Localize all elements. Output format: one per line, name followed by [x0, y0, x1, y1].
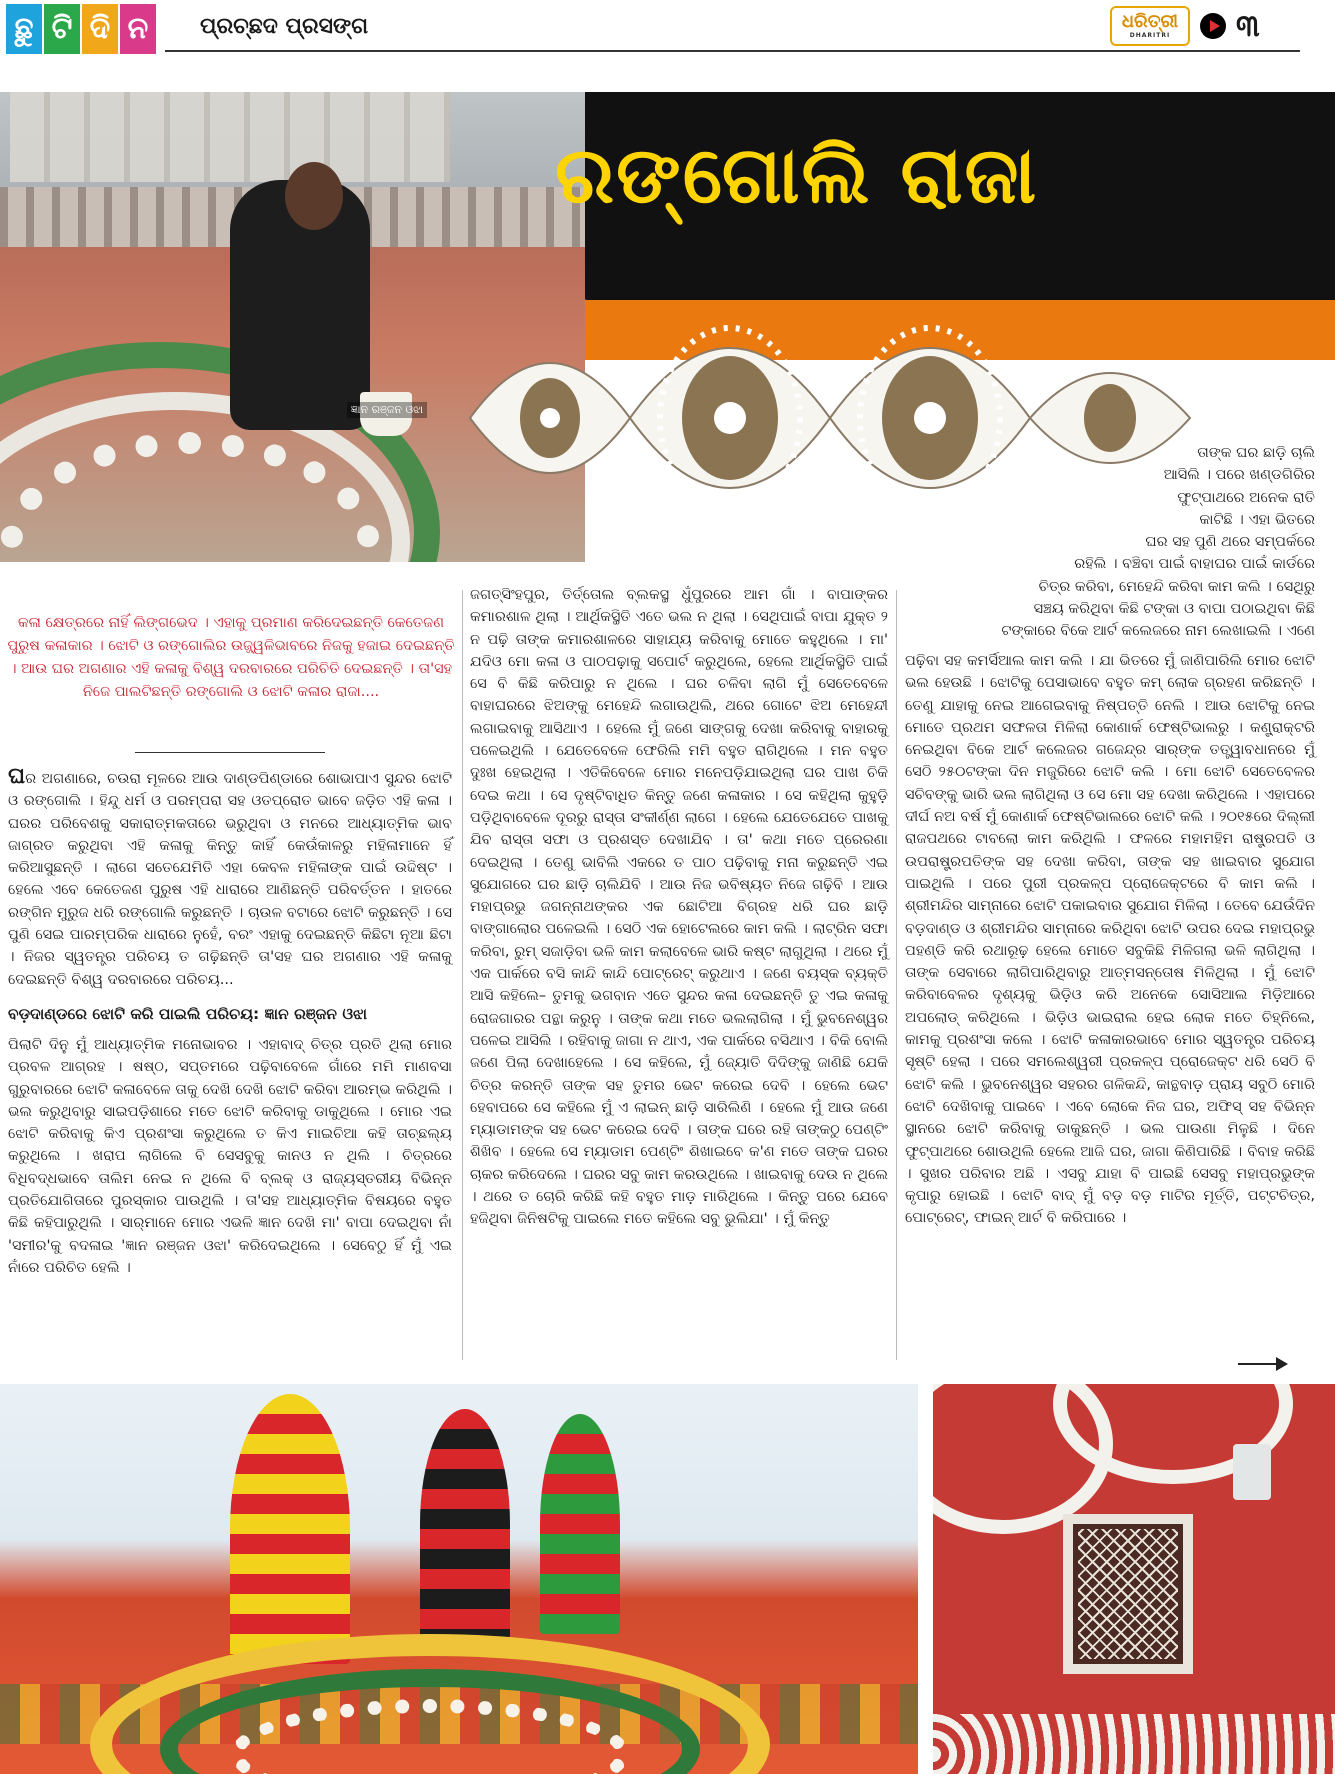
newspaper-sub: DHARITRI — [1129, 32, 1171, 39]
brand-letter: ଦି — [82, 4, 118, 54]
drop-cap: ଘ — [8, 764, 26, 789]
text-line: ଆସିଲି । ପରେ ଖଣ୍ଡଗିରିର — [1163, 467, 1315, 484]
border-motif — [933, 1714, 1335, 1774]
electric-meter — [1233, 1444, 1271, 1500]
temple-backdrop — [10, 92, 450, 182]
masthead — [1110, 4, 1260, 48]
photo-caption: ଜ୍ଞାନ ରଞ୍ଜନ ଓଝା — [347, 402, 427, 418]
brand-logo — [6, 4, 156, 54]
wall-art-photo — [933, 1384, 1335, 1774]
text-line: ଘର ସହ ପୁଣି ଥରେ ସମ୍ପର୍କରେ — [1145, 534, 1315, 551]
brand-letter: ଛୁ — [6, 4, 42, 54]
brand-letter: ନ — [120, 4, 156, 54]
paragraph: ପିଲାଟି ଦିନୁ ମୁଁ ଆଧ୍ୟାତ୍ମିକ ମନୋଭାବର । ଏହାବାଦ୍ ଚିତ୍ର ପ୍ରତି ଥିଲା ମୋର ପ୍ରବଳ ଆଗ୍ରହ । ଷଷ୍ଠ, ସପ୍ତମରେ ପଢ଼ିବାବେଳେ ଗାଁରେ ମମି ମାଣବସା ଗୁରୁବାରରେ ଝୋଟି କଳାବେଳେ ତାକୁ ଦେଖି ଦେଖି ଝୋଟି କରିବା ଆରମ୍ଭ କରିଥିଲି । ଭଲ କରୁଥିବାରୁ ସାଇପଡ଼ିଶାରେ ମତେ ଝୋଟି କରିବାକୁ ଡାକୁଥିଲେ । ମୋର ଏଇ ଝୋଟି କରିବାକୁ କିଏ ପ୍ରଶଂସା କରୁଥିଲେ ତ କିଏ ମାଇଚିଆ କହି ତାଚ୍ଛଲ୍ୟ କରୁଥିଲେ । ଖରାପ ଲାଗିଲେ ବି ସେସବୁକୁ କାନଓ ନ ଥିଲି । ଚିତ୍ରରେ ବିଧିବଦ୍ଧଭାବେ ତାଲିମ ନେଇ ନ ଥିଲେ ବି ବ୍ଲକ୍ ଓ ରାଜ୍ୟସ୍ତରୀୟ ବିଭିନ୍ନ ପ୍ରତିଯୋଗିତାରେ ପୁରସ୍କାର ପାଉଥିଲି । ତା'ସହ ଆଧ୍ୟାତ୍ମିକ ବିଷୟରେ ବହୁତ କିଛି କହିପାରୁଥିଲି । ସାର୍‌ମାନେ ମୋର ଏଭଳି ଜ୍ଞାନ ଦେଖି ମା' ବାପା ଦେଇଥିବା ନାଁ 'ସମୀର'କୁ ବଦଳାଇ 'ଜ୍ଞାନ ରଞ୍ଜନ ଓଝା' କରିଦେଇଥିଲେ । ସେବେଠୁ ହିଁ ମୁଁ ଏଇ ନାଁରେ ପରିଚିତ ହେଲି । — [8, 1037, 452, 1276]
chariot — [420, 1409, 510, 1639]
text-line: ଚିତ୍ର କରିବା, ମେହେନ୍ଦି କରିବା କାମ କଲି । ସେଥିରୁ — [1038, 578, 1315, 595]
text-line: ସଞ୍ଚୟ କରିଥିବା କିଛି ଟଙ୍କା ଓ ବାପା ପଠାଇଥିବା କିଛି — [1033, 601, 1315, 618]
text-line: ରହିଲି । ବଞ୍ଚିବା ପାଇଁ ବାହାଘର ପାଇଁ କାର୍ଡରେ — [1074, 556, 1315, 573]
chariot — [230, 1394, 350, 1664]
headline: ରଙ୍ଗୋଲି ରାଜା — [555, 130, 1039, 221]
continue-arrow-icon — [1238, 1363, 1284, 1365]
chariot — [540, 1414, 620, 1634]
column-divider — [462, 590, 463, 1360]
chariots-photo — [0, 1384, 918, 1774]
article-column-3: ପଢ଼ିବା ସହ କମର୍ସିଆଲ କାମ କଲି । ଯା ଭିତରେ ମୁଁ ଜାଣିପାରିଲି ମୋର ଝୋଟି ଭଲ ହେଉଛି । ଝୋଟିକୁ ପେସାଭାବେ ବହୁତ କମ୍ ଲୋକ ଗ୍ରହଣ କରିଛନ୍ତି । ତେଣୁ ଯାହାକୁ ନେଇ ଆଗେଇବାକୁ ନିଷ୍ପତ୍ତି ନେଲି । ଆଉ ଝୋଟିକୁ ନେଇ ମୋତେ ପ୍ରଥମ ସଫଳତା ମିଳିଲା କୋଣାର୍କ ଫେଷ୍ଟିଭାଲରୁ । କଣ୍ଟ୍ରାକ୍ଟରି ନେଇଥିବା ବିକେ ଆର୍ଟ କଲେଜର ଗଜେନ୍ଦ୍ର ସାର୍‌ଙ୍କ ତତ୍ତ୍ୱାବଧାନରେ ମୁଁ ସେଠି ୨୫୦ଟଙ୍କା ଦିନ ମଜୁରିରେ ଝୋଟି କଲି । ମୋ ଝୋଟି ସେତେବେଳର ସଚିବଙ୍କୁ ଭାରି ଭଲ ଲାଗିଥିଲା ଓ ସେ ମୋ ସହ ଦେଖା କରିଥିଲେ । ଏହାପରେ ଦୀର୍ଘ ନଅ ବର୍ଷ ମୁଁ କୋଣାର୍କ ଫେଷ୍ଟିଭାଲରେ ଝୋଟି କଲି । ୨୦୧୫ରେ ଦିଲ୍ଲୀ ରାଜପଥରେ ଟାବଲୋ କାମ କରିଥିଲି । ଫଳରେ ମହାମହିମ ରାଷ୍ଟ୍ରପତି ଓ ଉପରାଷ୍ଟ୍ରପତିଙ୍କ ସହ ଦେଖା କରିବା, ତାଙ୍କ ସହ ଖାଇବାର ସୁଯୋଗ ପାଇଥିଲି । ପରେ ପୁରୀ ପ୍ରକଳ୍ପ ପ୍ରୋଜେକ୍ଟରେ ବି କାମ କଲି । ଶ୍ରୀମନ୍ଦିର ସାମ୍ନାରେ ଝୋଟି ପକାଇବାର ସୁଯୋଗ ମିଳିଲା । ତେବେ ଯେଉଁଦିନ ବଡ଼ଦାଣ୍ଡ ଓ ଶ୍ରୀମନ୍ଦିର ସାମ୍ନାରେ କରିଥିବା ଝୋଟି ଉପର ଦେଇ ମହାପ୍ରଭୁ ପହଣ୍ଡି କରି ରଥାରୂଢ଼ ହେଲେ ମୋତେ ସବୁକିଛି ମିଳିଗଲା ଭଳି ଲାଗିଥିଲା । ତାଙ୍କ ସେବାରେ ଲାଗିପାରିଥିବାରୁ ଆତ୍ମସନ୍ତୋଷ ମିଳିଥିଲା । ମୁଁ ଝୋଟି କରିବାବେଳର ଦୃଶ୍ୟକୁ ଭିଡ଼ିଓ କରି ଅନେକେ ସୋସିଆଲ ମିଡ଼ିଆରେ ଅପଲୋଡ୍ କରିଥିଲେ । ଭିଡ଼ିଓ ଭାଇରାଲ ହେଇ ଲୋକ ମତେ ଚିହ୍ନିଲେ, କାମକୁ ପ୍ରଶଂସା କଲେ । ଝୋଟି କଳାକାରଭାବେ ମୋର ସ୍ୱତନ୍ତ୍ର ପରିଚୟ ସୃଷ୍ଟି ହେଲା । ପରେ ସମଲେଶ୍ୱରୀ ପ୍ରକଳ୍ପ ପ୍ରୋଜେକ୍ଟ ଧରି ସେଠି ବି ଝୋଟି କଲି । ଭୁବନେଶ୍ୱର ସହରର ଗଳିକନ୍ଦି, କାନ୍ଥବାଡ଼ ପ୍ରାୟ ସବୁଠି ମୋରି ଝୋଟି ଦେଖିବାକୁ ପାଇବେ । ଏବେ ଲୋକେ ନିଜ ଘର, ଅଫିସ୍ ସହ ବିଭିନ୍ନ ସ୍ଥାନରେ ଝୋଟି କରିବାକୁ ଡାକୁଛନ୍ତି । ଭଲ ପାଉଣା ମିଳୁଛି । ଦିନେ ଫୁଟ୍‌ପାଥରେ ଶୋଉଥିଲି ହେଲେ ଆଜି ଘର, ଜାଗା କିଣିପାରିଛି । ବିବାହ କରିଛି । ସୁଖର ପରିବାର ଅଛି । ଏସବୁ ଯାହା ବି ପାଇଛି ସେସବୁ ମହାପ୍ରଭୁଙ୍କ କୃପାରୁ ହୋଇଛି । ଝୋଟି ବାଦ୍ ମୁଁ ବଡ଼ ବଡ଼ ମାଟିର ମୂର୍ତ୍ତି, ପଟ୍ଟଚିତ୍ର, ପୋଟ୍ରେଟ୍, ଫାଇନ୍ ଆର୍ଟ ବି କରିପାରେ । — [905, 653, 1315, 1227]
newspaper-logo — [1110, 6, 1190, 46]
play-icon — [1200, 13, 1226, 39]
text-line: ତାଙ୍କ ଘର ଛାଡ଼ି ଚାଲି — [1197, 445, 1315, 461]
page-number: ୩ — [1236, 8, 1260, 44]
text-line: କାଟିଛି । ଏହା ଭିତରେ — [1199, 511, 1315, 528]
column-divider — [896, 590, 897, 1360]
intro-divider — [135, 752, 325, 753]
article-column-2: ଜଗତ୍‌ସିଂହପୁର, ତିର୍ତ୍ତୋଲ ବ୍ଲକସ୍ଥ ଧୁଁପୁରରେ ଆମ ଗାଁ । ବାପାଙ୍କର କମାରଶାଳ ଥିଲା । ଆର୍ଥିକସ୍ଥିତି ଏତେ ଭଲ ନ ଥିଲା । ସେଥିପାଇଁ ବାପା ଯୁକ୍ତ ୨ ନ ପଢ଼ି ତାଙ୍କ କମାରଶାଳରେ ସାହାଯ୍ୟ କରିବାକୁ ମୋତେ କହୁଥିଲେ । ମା' ଯଦିଓ ମୋ କଳା ଓ ପାଠପଢ଼ାକୁ ସପୋର୍ଟ କରୁଥିଲେ, ହେଲେ ଆର୍ଥିକସ୍ଥିତି ପାଇଁ ସେ ବି କିଛି କରିପାରୁ ନ ଥିଲେ । ଘର ଚଳିବା ଲାଗି ମୁଁ ସେତେବେଳେ ବାହାଘରରେ ଝିଅଙ୍କୁ ମେହେନ୍ଦି ଲଗାଉଥିଲି, ଥରେ ଗୋଟେ ଝିଅ ମେହେନ୍ଦୀ ଲଗାଇବାକୁ ଆସିଥାଏ । ହେଲେ ମୁଁ ଜଣେ ସାଙ୍ଗକୁ ଦେଖା କରିବାକୁ ବାହାରକୁ ପଳେଇଥିଲି । ଯେତେବେଳେ ଫେରିଲି ମମି ବହୁତ ରାଗିଥିଲେ । ମନ ବହୁତ ଦୁଃଖ ହେଇଥିଲା । ଏତିକିବେଳେ ମୋର ମନେପଡ଼ିଯାଇଥିଲା ଘର ପାଖ ଚିକି ଦେଇ କଥା । ସେ ଦୃଷ୍ଟିବାଧିତ କିନ୍ତୁ ଜଣେ କଳାକାର । ସେ କହିଥିଲା କୁହୁଡ଼ି ପଡ଼ିଥିବାବେଳେ ଦୂରରୁ ରାସ୍ତା ସଂକୀର୍ଣ୍ଣ ଲାଗେ । ହେଲେ ଯେତେଯେତେ ପାଖକୁ ଯିବ ରାସ୍ତା ସଫା ଓ ପ୍ରଶସ୍ତ ଦେଖାଯିବ । ତା' କଥା ମତେ ପ୍ରେରଣା ଦେଇଥିଲା । ତେଣୁ ଭାବିଲି ଏକରେ ତ ପାଠ ପଢ଼ିବାକୁ ମନା କରୁଛନ୍ତି ଏଇ ସୁଯୋଗରେ ଘର ଛାଡ଼ି ଚାଲିଯିବି । ଆଉ ନିଜ ଭବିଷ୍ୟତ ନିଜେ ଗଢ଼ିବି । ଆଉ ମହାପ୍ରଭୁ ଜଗନ୍ନାଥଙ୍କର ଏକ ଛୋଟିଆ ବିଗ୍ରହ ଧରି ଘର ଛାଡ଼ି ବାଙ୍ଗାଲୋର ପଳେଇଲି । ସେଠି ଏକ ହୋଟେଲରେ କାମ କଲି । ଲାଟ୍ରିନ ସଫା କରିବା, ରୁମ୍ ସଜାଡ଼ିବା ଭଳି କାମ କଲାବେଳେ ଭାରି କଷ୍ଟ ଲାଗୁଥିଲା । ଥରେ ମୁଁ ଏକ ପାର୍କରେ ବସି କାନ୍ଦି କାନ୍ଦି ପୋଟ୍ରେଟ୍ କରୁଥାଏ । ଜଣେ ବୟସ୍କ ବ୍ୟକ୍ତି ଆସି କହିଲେ– ତୁମକୁ ଭଗବାନ ଏତେ ସୁନ୍ଦର କଳା ଦେଇଛନ୍ତି ତୁ ଏଇ କଳାକୁ ରୋଜଗାରର ପନ୍ଥା କରୁନୁ । ତାଙ୍କ କଥା ମତେ ଭଲଲାଗିଲା । ମୁଁ ଭୁବନେଶ୍ୱର ପଳେଇ ଆସିଲି । ରହିବାକୁ ଜାଗା ନ ଥାଏ, ଏକ ପାର୍କରେ ବସିଥାଏ । ବିକି ବୋଲି ଜଣେ ପିଲା ଦେଖାହେଲେ । ସେ କହିଲେ, ମୁଁ ଜ୍ୟୋତି ଦିଦିଙ୍କୁ ଜାଣିଛି ଯେକି ଚିତ୍ର କରନ୍ତି ତାଙ୍କ ସହ ତୁମର ଭେଟ କରେଇ ଦେବି । ହେଲେ ଭେଟ ହେବାପରେ ସେ କହିଲେ ମୁଁ ଏ ଲାଇନ୍ ଛାଡ଼ି ସାରିଲିଣି । ହେଲେ ମୁଁ ଆଉ ଜଣେ ମ୍ୟାଡାମଙ୍କ ସହ ଭେଟ କରେଇ ଦେବି । ତାଙ୍କ ଘରେ ରହି ତାଙ୍କଠୁ ପେଣ୍ଟିଂ ଶିଖିବ । ହେଲେ ସେ ମ୍ୟାଡାମ ପେଣ୍ଟିଂ ଶିଖାଇବେ କ'ଣ ମତେ ତାଙ୍କ ଘରର ଚାକର କରିଦେଲେ । ଘରର ସବୁ କାମ କରଉଥିଲେ । ଖାଇବାକୁ ଦେଉ ନ ଥିଲେ । ଥରେ ତ ଚୋରି କରିଛି କହି ବହୁତ ମାଡ଼ ମାରିଥିଲେ । କିନ୍ତୁ ପରେ ଯେବେ ହଜିଥିବା ଜିନିଷଟିକୁ ପାଇଲେ ମତେ କହିଲେ ସବୁ ଭୁଲିଯା' । ମୁଁ କିନ୍ତୁ — [470, 587, 888, 1228]
brand-letter: ଟି — [44, 4, 80, 54]
article-column-1 — [8, 766, 452, 991]
newspaper-name: ଧରିତ୍ରୀ — [1121, 11, 1179, 32]
subheading: ବଡ଼ଦାଣ୍ଡରେ ଝୋଟି କରି ପାଇଲି ପରିଚୟ: ଜ୍ଞାନ ରଞ୍ଜନ ଓଝା — [8, 1005, 368, 1023]
window-grill — [1078, 1529, 1178, 1659]
artist-head — [285, 162, 343, 230]
section-label: ପ୍ରଚ୍ଛଦ ପ୍ରସଙ୍ଗ — [200, 14, 369, 39]
text-line: ଟଙ୍କାରେ ବିକେ ଆର୍ଟ କଲେଜରେ ନାମ ଲେଖାଇଲି । ଏଣେ — [1001, 623, 1315, 640]
text-line: ଫୁଟ୍‌ପାଥରେ ଅନେକ ରାତି — [1177, 489, 1315, 506]
section-divider — [165, 50, 1300, 52]
intro-blurb: କଳା କ୍ଷେତ୍ରରେ ନାହିଁ ଲିଙ୍ଗଭେଦ । ଏହାକୁ ପ୍ରମାଣ କରିଦେଇଛନ୍ତି କେତେଜଣ ପୁରୁଷ କଳାକାର । ଝୋଟି ଓ ରଙ୍ଗୋଲିର ଉଜ୍ଜ୍ୱଳିଭାବରେ ନିଜକୁ ହଜାଇ ଦେଇଛନ୍ତି । ଆଉ ଘର ଅଗଣାର ଏହି କଳାକୁ ବିଶ୍ୱ ଦରବାରରେ ପରିଚିତି ଦେଇଛନ୍ତି । ତା'ସହ ନିଜେ ପାଲଟିଛନ୍ତି ରଙ୍ଗୋଲି ଓ ଝୋଟି କଳାର ରାଜା.... — [7, 615, 455, 700]
paragraph: ର ଅଗଣାରେ, ଚଉରା ମୂଳରେ ଆଉ ଦାଣ୍ଡପିଣ୍ଡାରେ ଶୋଭାପାଏ ସୁନ୍ଦର ଝୋଟି ଓ ରଙ୍ଗୋଲି । ହିନ୍ଦୁ ଧର୍ମ ଓ ପରମ୍ପରା ସହ ଓତପ୍ରୋତ ଭାବେ ଜଡ଼ିତ ଏହି କଳା । ଘରର ପରିବେଶକୁ ସକାରାତ୍ମକତାରେ ଭରୁଥିବା ଓ ମନରେ ଆଧ୍ୟାତ୍ମିକ ଭାବ ଜାଗ୍ରତ କରୁଥିବା ଏହି କଳାକୁ କିନ୍ତୁ କାହିଁ କେଉଁକାଳରୁ ମହିଳାମାନେ ହିଁ କରିଆସୁଛନ୍ତି । ଲାଗେ ସତେଯେମିତି ଏହା କେବଳ ମହିଳାଙ୍କ ପାଇଁ ଉଦ୍ଦିଷ୍ଟ । ହେଲେ ଏବେ କେତେଜଣ ପୁରୁଷ ଏହି ଧାରାରେ ଆଣିଛନ୍ତି ପରିବର୍ତ୍ତନ । ହାତରେ ରଙ୍ଗିନ ମୁରୁଜ ଧରି ରଙ୍ଗୋଲି କରୁଛନ୍ତି । ଚାଉଳ ବଟାରେ ଝୋଟି କରୁଛନ୍ତି । ସେ ପୁଣି ସେଇ ପାରମ୍ପରିକ ଧାରାରେ ନୁହେଁ, ବରଂ ଏହାକୁ ଦେଇଛନ୍ତି କିଛିଟା ନୂଆ ଛିଟା । ନିଜର ସ୍ୱତନ୍ତ୍ର ପରିଚୟ ତ ଗଢ଼ିଛନ୍ତି ତା'ସହ ଘର ଅଗଣାର ଏହି କଳାକୁ ଦେଇଛନ୍ତି ବିଶ୍ୱ ଦରବାରରେ ପରିଚୟ... — [8, 771, 452, 988]
article-column-3-top — [905, 442, 1315, 643]
